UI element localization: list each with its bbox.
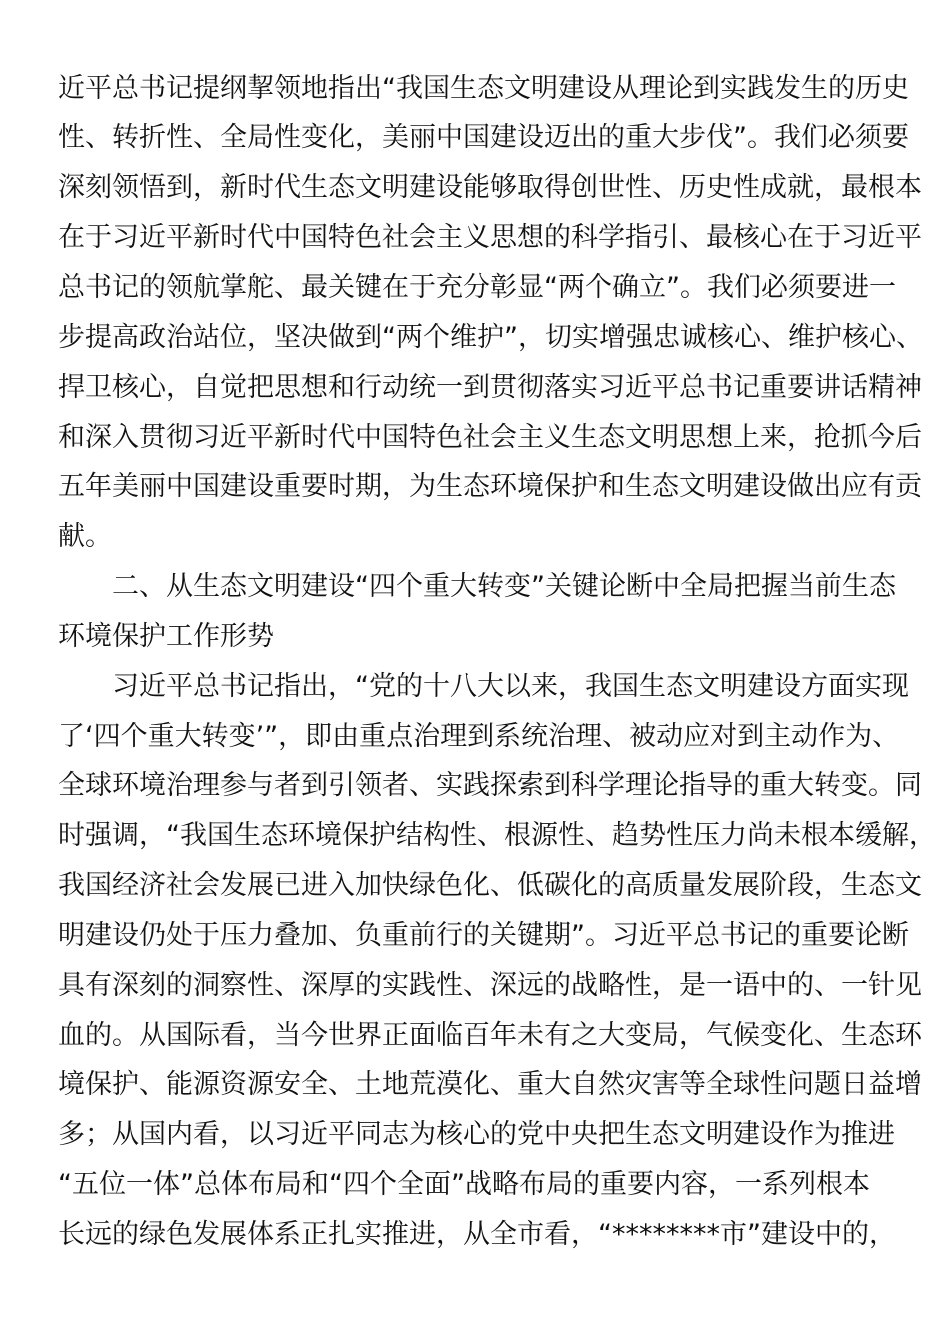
text-line: 具有深刻的洞察性、深厚的实践性、深远的战略性，是一语中的、一针见 bbox=[58, 970, 922, 1001]
text-line: 习近平总书记指出，“党的十八大以来，我国生态文明建设方面实现 bbox=[112, 671, 909, 702]
text-line: 献。 bbox=[58, 521, 112, 552]
text-line: “五位一体”总体布局和“四个全面”战略布局的重要内容，一系列根本 bbox=[58, 1169, 870, 1200]
text-line: 了‘四个重大转变’”，即由重点治理到系统治理、被动应对到主动作为、 bbox=[58, 721, 900, 752]
text-line: 时强调，“我国生态环境保护结构性、根源性、趋势性压力尚未根本缓解， bbox=[58, 820, 936, 851]
section-heading: 二、从生态文明建设“四个重大转变”关键论断中全局把握当前生态 bbox=[112, 571, 896, 602]
text-line: 多；从国内看，以习近平同志为核心的党中央把生态文明建设作为推进 bbox=[58, 1119, 895, 1150]
text-line: 五年美丽中国建设重要时期，为生态环境保护和生态文明建设做出应有贡 bbox=[58, 471, 922, 502]
text-line: 和深入贯彻习近平新时代中国特色社会主义生态文明思想上来，抢抓今后 bbox=[58, 422, 922, 453]
text-line: 明建设仍处于压力叠加、负重前行的关键期”。习近平总书记的重要论断 bbox=[58, 920, 909, 951]
text-line: 捍卫核心，自觉把思想和行动统一到贯彻落实习近平总书记重要讲话精神 bbox=[58, 372, 922, 403]
text-line: 境保护、能源资源安全、土地荒漠化、重大自然灾害等全球性问题日益增 bbox=[58, 1069, 922, 1100]
text-line: 步提高政治站位，坚决做到“两个维护”，切实增强忠诚核心、维护核心、 bbox=[58, 322, 923, 353]
text-line: 深刻领悟到，新时代生态文明建设能够取得创世性、历史性成就，最根本 bbox=[58, 172, 922, 203]
text-line: 我国经济社会发展已进入加快绿色化、低碳化的高质量发展阶段，生态文 bbox=[58, 870, 922, 901]
text-line: 在于习近平新时代中国特色社会主义思想的科学指引、最核心在于习近平 bbox=[58, 222, 922, 253]
text-line: 总书记的领航掌舵、最关键在于充分彰显“两个确立”。我们必须要进一 bbox=[58, 272, 896, 303]
text-line: 血的。从国际看，当今世界正面临百年未有之大变局，气候变化、生态环 bbox=[58, 1020, 922, 1051]
text-line: 长远的绿色发展体系正扎实推进，从全市看，“********市”建设中的， bbox=[58, 1219, 896, 1250]
text-line: 性、转折性、全局性变化，美丽中国建设迈出的重大步伐”。我们必须要 bbox=[58, 122, 909, 153]
section-heading: 环境保护工作形势 bbox=[58, 621, 274, 652]
text-line: 全球环境治理参与者到引领者、实践探索到科学理论指导的重大转变。同 bbox=[58, 770, 922, 801]
text-line: 近平总书记提纲挈领地指出“我国生态文明建设从理论到实践发生的历史 bbox=[58, 73, 909, 104]
